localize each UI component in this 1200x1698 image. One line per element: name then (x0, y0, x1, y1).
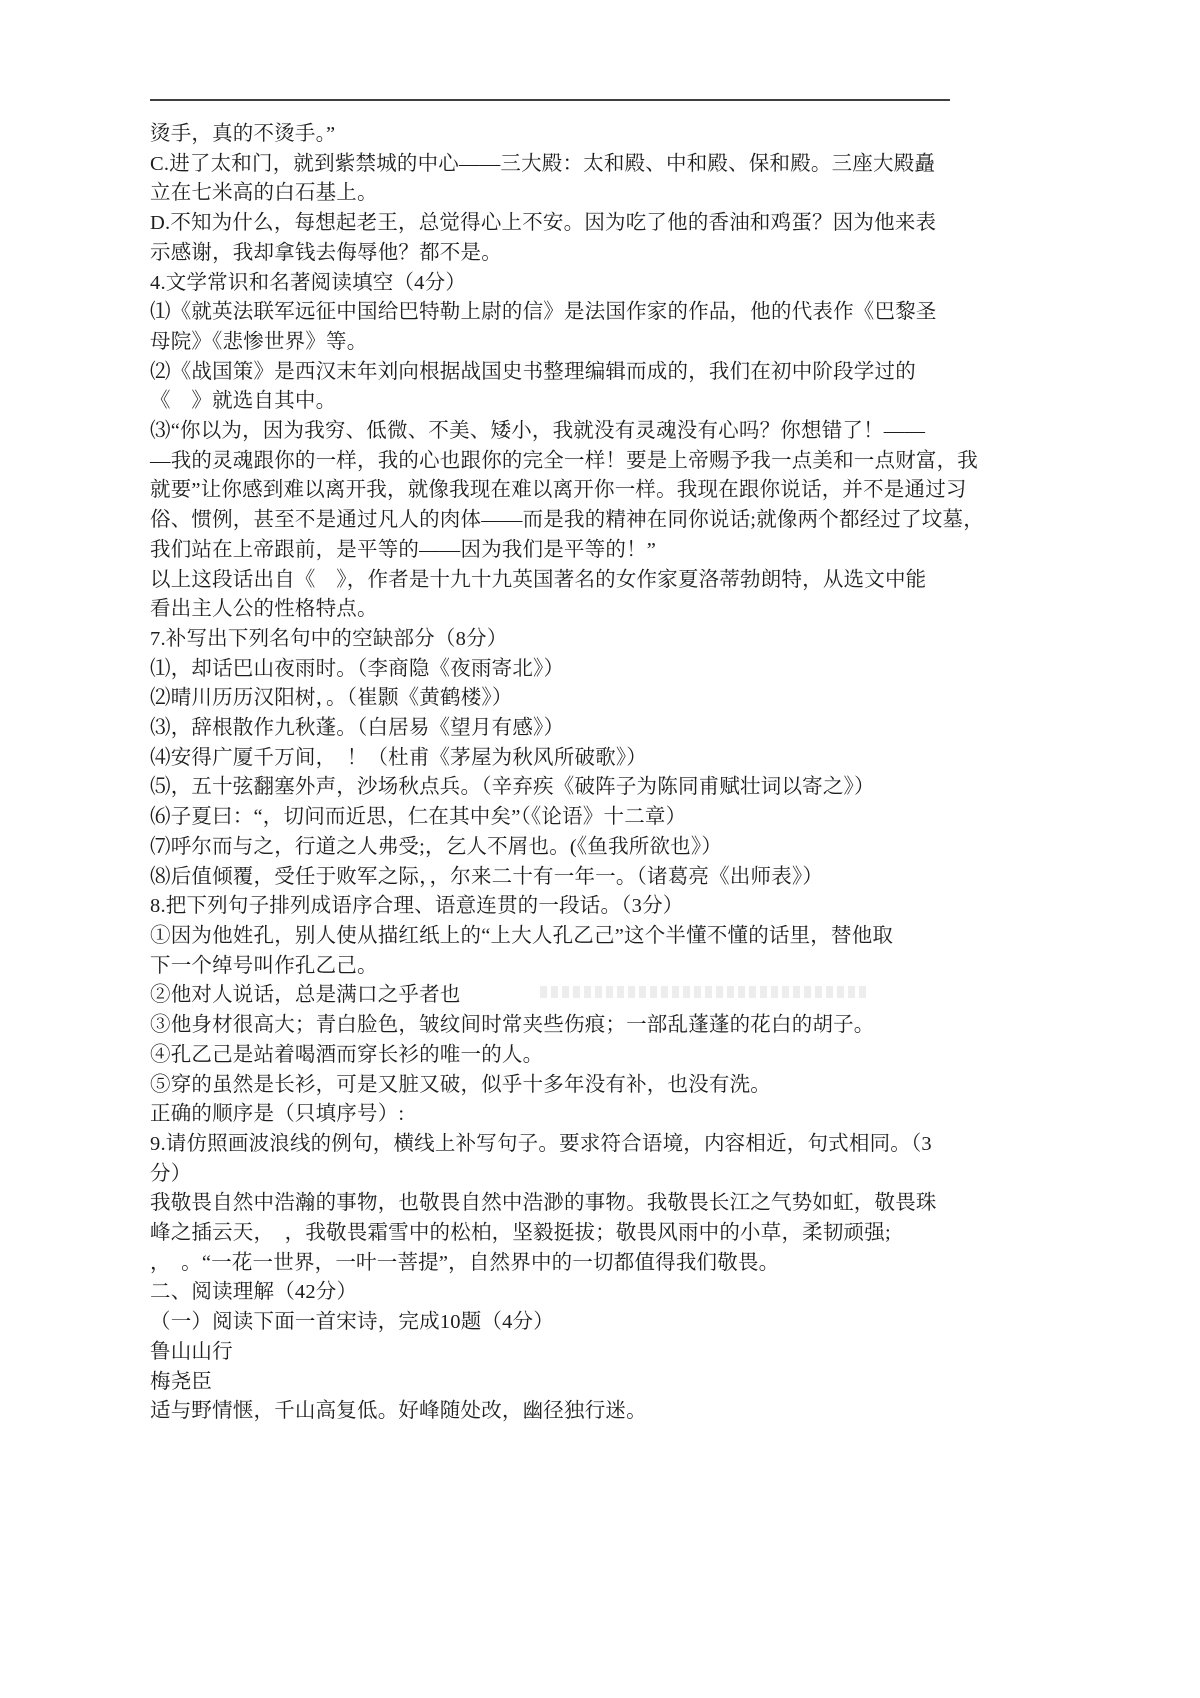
poem-verse-line: 适与野情惬，千山高复低。好峰随处改，幽径独行迷。 (150, 1400, 647, 1423)
text-line: 9.请仿照画波浪线的例句，横线上补写句子。要求符合语境，内容相近，句式相同。（3 (150, 1132, 932, 1155)
poem-author-line: 梅尧臣 (150, 1370, 213, 1393)
text-line: ⑺呼尔而与之，行道之人弗受;，乞人不屑也。(《鱼我所欲也》） (150, 835, 723, 858)
text-line: ⑶“你以为，因为我穷、低微、不美、矮小，我就没有灵魂没有心吗？你想错了！—— (150, 420, 926, 443)
text-line: 我们站在上帝跟前，是平等的——因为我们是平等的！” (150, 538, 657, 561)
text-line: ③他身材很高大；青白脸色，皱纹间时常夹些伤痕；一部乱蓬蓬的花白的胡子。 (150, 1014, 875, 1037)
text-line: 7.补写出下列名句中的空缺部分（8分） (150, 627, 508, 650)
text-line: 俗、惯例，甚至不是通过凡人的肉体——而是我的精神在同你说话;就像两个都经过了坟墓， (150, 509, 984, 532)
text-line: ④孔乙己是站着喝酒而穿长衫的唯一的人。 (150, 1043, 544, 1066)
text-line: 我敬畏自然中浩瀚的事物，也敬畏自然中浩渺的事物。我敬畏长江之气势如虹，敬畏珠 (150, 1192, 937, 1215)
text-line: ⑻后值倾覆，受任于败军之际，，尔来二十有一年一。（诸葛亮《出师表》） (150, 865, 824, 888)
text-line: ⑸，五十弦翻塞外声，沙场秋点兵。（辛弃疾《破阵子为陈同甫赋壮词以寄之》） (150, 776, 875, 799)
text-line: 烫手，真的不烫手。” (150, 123, 336, 145)
text-line: ， 。“一花一世界，一叶一菩提”，自然界中的一切都值得我们敬畏。 (150, 1251, 780, 1274)
text-line: ⑤穿的虽然是长衫，可是又脏又破，似乎十多年没有补，也没有洗。 (150, 1073, 771, 1096)
text-line: 4.文学常识和名著阅读填空（4分） (150, 271, 467, 294)
text-line: ①因为他姓孔，别人使从描红纸上的“上大人孔乙己”这个半懂不懂的话里，替他取 (150, 924, 894, 947)
text-line: 示感谢，我却拿钱去侮辱他？都不是。 (150, 241, 502, 264)
document-body (150, 120, 1050, 1427)
text-line: ⑴《就英法联军远征中国给巴特勒上尉的信》是法国作家的作品，他的代表作《巴黎圣 (150, 301, 937, 324)
text-line: ⑴，却话巴山夜雨时。（李商隐《夜雨寄北》） (150, 657, 565, 680)
text-line: 分） (150, 1162, 192, 1185)
text-line: 8.把下列句子排列成语序合理、语意连贯的一段话。（3分） (150, 895, 684, 918)
top-divider-rule (150, 99, 950, 101)
text-line: 《 》就选自其中。 (150, 390, 337, 413)
faint-watermark (540, 986, 870, 998)
text-line: 就要”让你感到难以离开我，就像我现在难以离开你一样。我现在跟你说话，并不是通过习 (150, 479, 967, 502)
text-line: 看出主人公的性格特点。 (150, 598, 378, 621)
text-line: D.不知为什么，每想起老王，总觉得心上不安。因为吃了他的香油和鸡蛋？因为他来表 (150, 212, 937, 235)
text-line: 正确的顺序是（只填序号）: (150, 1103, 405, 1126)
text-line: ⑵《战国策》是西汉末年刘向根据战国史书整理编辑而成的，我们在初中阶段学过的 (150, 360, 916, 383)
text-line: 峰之插云天， ，我敬畏霜雪中的松柏，坚毅挺拔；敬畏风雨中的小草，柔韧顽强; (150, 1222, 891, 1245)
text-line: C.进了太和门，就到紫禁城的中心——三大殿：太和殿、中和殿、保和殿。三座大殿矗 (150, 152, 936, 175)
text-line: ②他对人说话，总是满口之乎者也 (150, 984, 461, 1007)
text-line: 二、阅读理解（42分） (150, 1281, 358, 1304)
text-line: —我的灵魂跟你的一样，我的心也跟你的完全一样！要是上帝赐予我一点美和一点财富，我 (150, 449, 978, 472)
text-line: ⑵晴川历历汉阳树，。（崔颢《黄鹤楼》） (150, 687, 513, 710)
text-line: 立在七米高的白石基上。 (150, 182, 378, 205)
text-line: 下一个绰号叫作孔乙己。 (150, 954, 378, 977)
text-line: 以上这段话出自《 》，作者是十九十九英国著名的女作家夏洛蒂勃朗特，从选文中能 (150, 568, 927, 591)
poem-title-line: 鲁山山行 (150, 1340, 233, 1363)
text-line: ⑹子夏曰：“，切问而近思，仁在其中矣”（《论语》十二章） (150, 806, 687, 829)
text-line: ⑶，辞根散作九秋蓬。（白居易《望月有感》） (150, 717, 565, 740)
text-line: ⑷安得广厦千万间， ！（杜甫《茅屋为秋风所破歌》） (150, 746, 647, 769)
text-line: 母院》《悲惨世界》等。 (150, 330, 368, 353)
text-line: （一）阅读下面一首宋诗，完成10题（4分） (150, 1311, 554, 1334)
